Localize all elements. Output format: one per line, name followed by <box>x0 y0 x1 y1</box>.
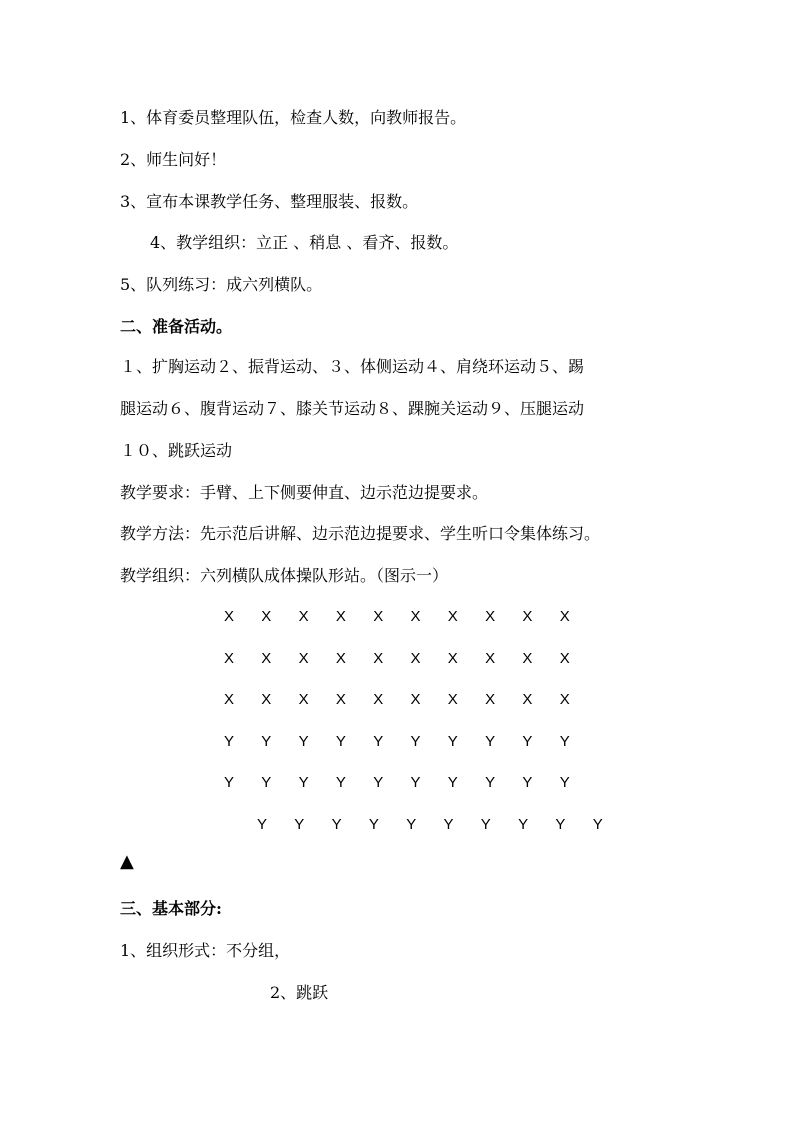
formation-mark: Y <box>443 816 454 833</box>
formation-mark: Y <box>406 816 417 833</box>
formation-mark: X <box>335 691 346 708</box>
formation-mark: X <box>373 691 384 708</box>
triangle-marker: ▲ <box>120 851 134 872</box>
formation-mark: X <box>447 691 458 708</box>
formation-mark: Y <box>257 816 268 833</box>
formation-mark: X <box>559 608 570 625</box>
formation-mark: Y <box>261 774 272 791</box>
formation-mark: X <box>335 608 346 625</box>
formation-mark: X <box>522 608 533 625</box>
formation-mark: Y <box>373 774 384 791</box>
formation-row <box>0 690 794 710</box>
item-5: 5、队列练习：成六列横队。 <box>120 275 323 294</box>
teaching-organization: 教学组织：六列横队成体操队形站。（图示一） <box>120 566 449 585</box>
formation-mark: Y <box>373 733 384 750</box>
formation-row <box>0 815 794 835</box>
section-3-item-1: 1、组织形式：不分组， <box>120 941 291 960</box>
formation-mark: Y <box>331 816 342 833</box>
formation-mark: X <box>447 608 458 625</box>
formation-mark: X <box>261 691 272 708</box>
formation-mark: Y <box>224 733 235 750</box>
formation-mark: X <box>410 608 421 625</box>
exercise-list-line-1: １、扩胸运动２、振背运动、３、体侧运动４、肩绕环运动５、踢 <box>120 357 585 376</box>
formation-mark: Y <box>298 733 309 750</box>
formation-mark: X <box>485 691 496 708</box>
section-2-title: 二、准备活动。 <box>120 317 233 336</box>
formation-row <box>0 649 794 669</box>
teaching-method: 教学方法：先示范后讲解、边示范边提要求、学生听口令集体练习。 <box>120 524 601 543</box>
formation-mark: Y <box>559 774 570 791</box>
formation-mark: X <box>261 608 272 625</box>
formation-mark: Y <box>294 816 305 833</box>
formation-mark: X <box>373 608 384 625</box>
formation-mark: Y <box>261 733 272 750</box>
item-4: 4、教学组织：立正 、稍息 、看齐、报数。 <box>150 233 459 252</box>
formation-mark: X <box>485 650 496 667</box>
formation-mark: Y <box>592 816 603 833</box>
formation-mark: Y <box>522 733 533 750</box>
formation-mark: X <box>224 691 235 708</box>
formation-mark: Y <box>559 733 570 750</box>
item-2: 2、师生问好！ <box>120 150 227 169</box>
item-3: 3、宣布本课教学任务、整理服装、报数。 <box>120 192 419 211</box>
item-1: 1、体育委员整理队伍，检查人数，向教师报告。 <box>120 108 467 127</box>
formation-mark: X <box>224 650 235 667</box>
formation-mark: Y <box>480 816 491 833</box>
formation-mark: Y <box>298 774 309 791</box>
formation-mark: Y <box>555 816 566 833</box>
formation-mark: Y <box>485 733 496 750</box>
formation-mark: X <box>261 650 272 667</box>
formation-mark: Y <box>224 774 235 791</box>
formation-mark: Y <box>335 774 346 791</box>
formation-mark: X <box>298 608 309 625</box>
formation-mark: Y <box>368 816 379 833</box>
section-3-item-2: 2、跳跃 <box>270 983 329 1002</box>
formation-mark: Y <box>518 816 529 833</box>
formation-mark: Y <box>485 774 496 791</box>
formation-mark: X <box>335 650 346 667</box>
formation-mark: X <box>224 608 235 625</box>
teaching-requirements: 教学要求：手臂、上下侧要伸直、边示范边提要求。 <box>120 483 489 502</box>
formation-mark: Y <box>447 774 458 791</box>
formation-mark: X <box>298 691 309 708</box>
formation-mark: X <box>373 650 384 667</box>
formation-mark: Y <box>335 733 346 750</box>
formation-mark: X <box>410 650 421 667</box>
formation-mark: Y <box>447 733 458 750</box>
exercise-list-line-2: 腿运动６、腹背运动７、膝关节运动８、踝腕关运动９、压腿运动 <box>120 399 585 418</box>
formation-mark: X <box>447 650 458 667</box>
formation-mark: Y <box>410 733 421 750</box>
formation-row <box>0 607 794 627</box>
formation-mark: X <box>522 691 533 708</box>
formation-row <box>0 732 794 752</box>
formation-mark: X <box>485 608 496 625</box>
formation-mark: Y <box>522 774 533 791</box>
formation-mark: X <box>559 691 570 708</box>
exercise-list-line-3: １０、跳跃运动 <box>120 441 233 460</box>
formation-mark: X <box>298 650 309 667</box>
formation-row <box>0 773 794 793</box>
formation-mark: X <box>522 650 533 667</box>
formation-mark: X <box>410 691 421 708</box>
formation-mark: Y <box>410 774 421 791</box>
section-3-title: 三、基本部分: <box>120 899 222 918</box>
formation-mark: X <box>559 650 570 667</box>
